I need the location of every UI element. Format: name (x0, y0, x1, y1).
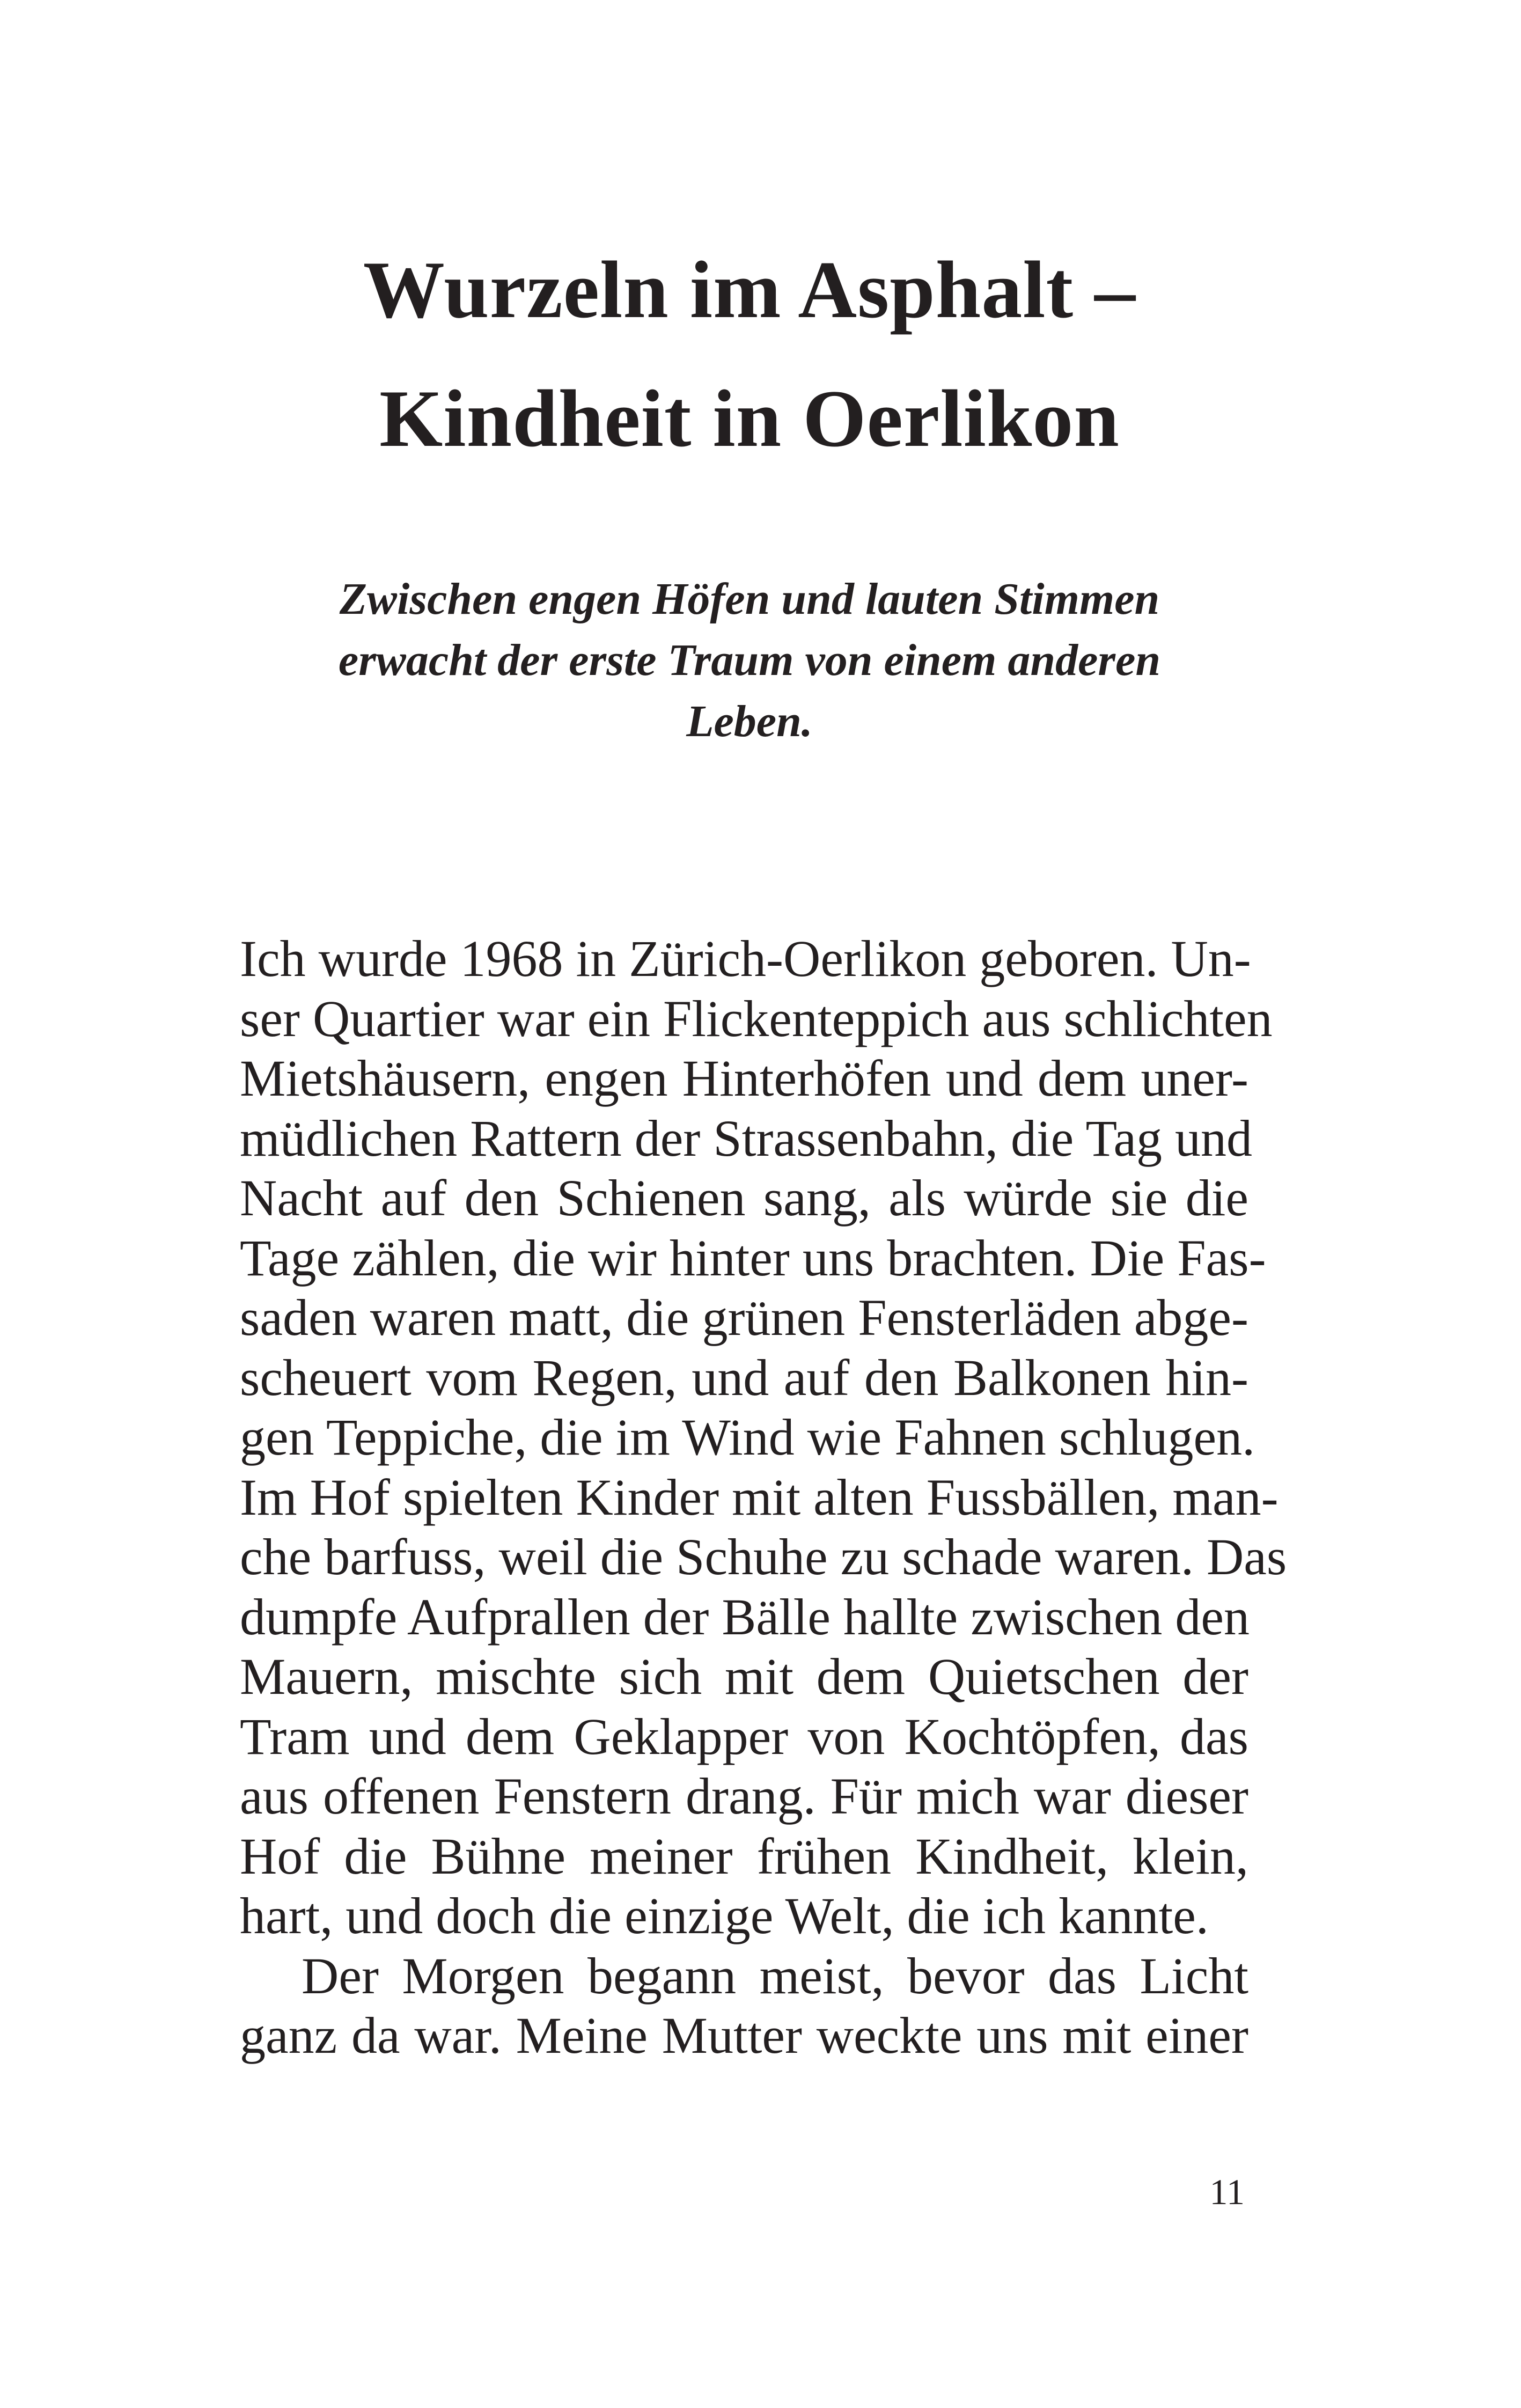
text-line: Nacht auf den Schienen sang, als würde sie die (240, 1169, 1248, 1227)
body-text (240, 929, 1287, 2066)
text-line: Tage zählen, die wir hinter uns brachten. Die Fas- (240, 1229, 1266, 1287)
text-line: ganz da war. Meine Mutter weckte uns mit einer (240, 2007, 1248, 2064)
subtitle-line: Leben. (686, 696, 813, 746)
chapter-title (240, 225, 1259, 483)
text-line: hart, und doch die einzige Welt, die ich kannte. (240, 1887, 1209, 1944)
text-line: Mietshäusern, engen Hinterhöfen und dem uner- (240, 1049, 1248, 1107)
text-line: aus offenen Fenstern drang. Für mich war dieser (240, 1767, 1248, 1825)
text-line: Mauern, mischte sich mit dem Quietschen der (240, 1648, 1248, 1705)
subtitle-line: Zwischen engen Höfen und lauten Stimmen (339, 574, 1160, 624)
chapter-subtitle (240, 569, 1259, 752)
text-line: Im Hof spielten Kinder mit alten Fussbällen, man- (240, 1468, 1278, 1526)
text-line: scheuert vom Regen, und auf den Balkonen hin- (240, 1348, 1248, 1406)
subtitle-line: erwacht der erste Traum von einem anderen (338, 635, 1161, 685)
chapter-title-line: Kindheit in Oerlikon (379, 373, 1120, 464)
text-line: Tram und dem Geklapper von Kochtöpfen, das (240, 1707, 1248, 1765)
text-line: müdlichen Rattern der Strassenbahn, die Tag und (240, 1109, 1253, 1167)
text-line: gen Teppiche, die im Wind wie Fahnen schlugen. (240, 1408, 1255, 1466)
text-line: che barfuss, weil die Schuhe zu schade waren. Das (240, 1528, 1287, 1585)
text-line: Ich wurde 1968 in Zürich-Oerlikon geboren. Un- (240, 930, 1251, 987)
text-line: ser Quartier war ein Flickenteppich aus schlichten (240, 989, 1273, 1047)
text-line: Der Morgen begann meist, bevor das Licht (302, 1947, 1248, 2005)
text-line: saden waren matt, die grünen Fensterläden abge- (240, 1289, 1248, 1346)
text-line: Hof die Bühne meiner frühen Kindheit, klein, (240, 1827, 1248, 1885)
page-number: 11 (1209, 2171, 1245, 2212)
chapter-title-line: Wurzeln im Asphalt – (363, 245, 1136, 335)
text-line: dumpfe Aufprallen der Bälle hallte zwischen den (240, 1588, 1250, 1646)
